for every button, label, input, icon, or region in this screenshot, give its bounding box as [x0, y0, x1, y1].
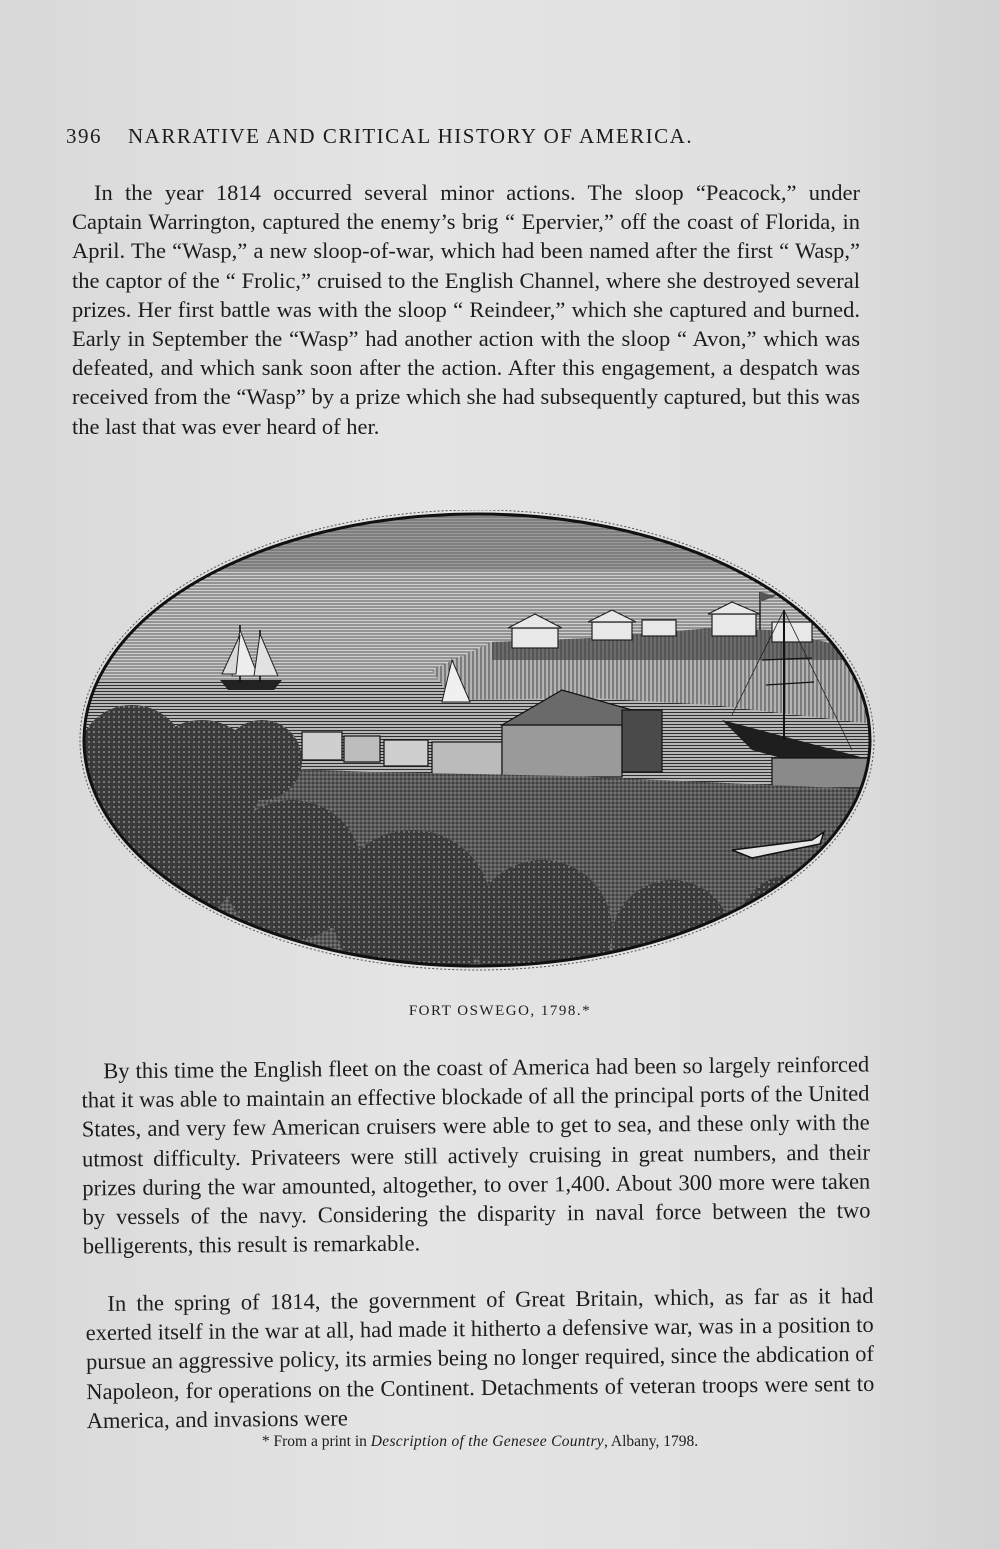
footnote [0, 1433, 960, 1451]
page-number: 396 [66, 124, 102, 148]
footnote-marker: * [261, 1433, 270, 1450]
paragraph-1: In the year 1814 occurred several minor actions. The sloop “Peacock,” under Captain Warrington, captured the enemy’s brig “ Epervier,” off the coast of Florida, in April. The “Wasp,” a new sloop-of-war, which had been named after the first “ Wasp,” the captor of the “ Frolic,” cruised to the English Channel, where she destroyed several prizes. Her first battle was with the sloop “ Reindeer,” which she captured and burned. Early in September the “Wasp” had another action with the sloop “ Avon,” which was defeated, and which sank soon after the action. After this engagement, a despatch was received from the “Wasp” by a prize which she had subsequently captured, but this was the last that was ever heard of her. [72, 180, 860, 439]
engraving-scene [72, 510, 882, 980]
paragraph-3: In the spring of 1814, the government of Great Britain, which, as far as it had exerted itself in the war at all, had made it hitherto a defensive war, was in a position to pursue an aggressive policy, its armies being no longer required, since the abdication of Napoleon, for operations on the Continent. Detachments of veteran troops were sent to America, and invasions were [85, 1282, 875, 1433]
figure-caption: FORT OSWEGO, 1798.* [408, 1003, 592, 1019]
fort-oswego-engraving [72, 510, 882, 980]
footnote-prefix: From a print in [273, 1433, 367, 1450]
footnote-source-title: Description of the Genesee Country [370, 1433, 604, 1450]
paragraph-2: By this time the English fleet on the coast of America had been so largely reinforced that it was able to maintain an effective blockade of all the principal ports of the United States, and very few American cruisers were able to get to sea, and these only with the utmost difficulty. Privateers were still actively cruising in great numbers, and their prizes during the war amounted, altogether, to over 1,400. About 300 more were taken by vessels of the navy. Considering the disparity in naval force between the two belligerents, this result is remarkable. [81, 1051, 871, 1259]
engraving-figure [72, 510, 882, 980]
running-header [66, 124, 866, 149]
running-title: NARRATIVE AND CRITICAL HISTORY OF AMERICA. [128, 124, 694, 148]
footnote-suffix: , Albany, 1798. [603, 1433, 699, 1450]
